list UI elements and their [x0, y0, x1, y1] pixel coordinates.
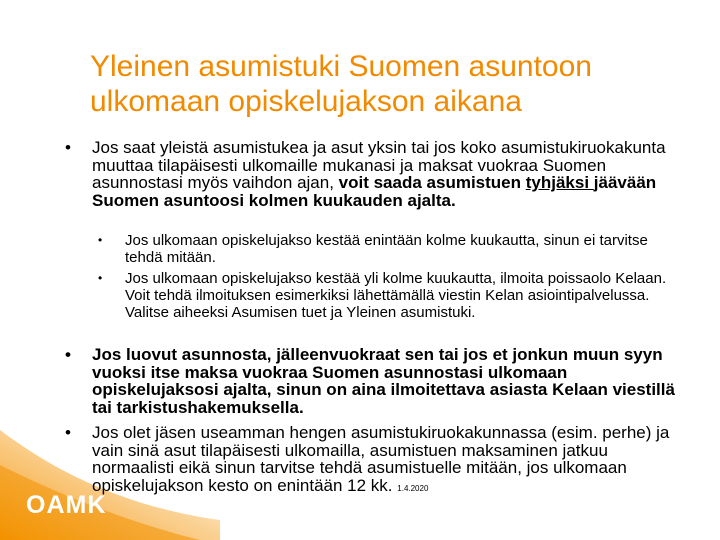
sub-bullet-1 [98, 232, 670, 266]
bullet-1-bold-a: voit saada asumistuen [338, 173, 526, 192]
sub-bullet-2 [98, 270, 670, 321]
title-line-2: ulkomaan opiskelujakson aikana [90, 85, 522, 118]
bullet-1-underlined: tyhjäksi [525, 173, 594, 192]
slide-title [90, 49, 690, 119]
bullet-3-text: Jos olet jäsen useamman hengen asumistukiruokakunnassa (esim. perhe) ja vain sinä asut tilapäisesti ulkomailla, asumistuen maksaminen jatkuu normaalisti eikä sinun tarvitse tehdä asumistuelle mitään, jos ulkomaan opiskelujakson kesto on enintään 12 kk. [92, 423, 670, 495]
sub-bullet-2-text: Jos ulkomaan opiskelujakso kestää yli kolme kuukautta, ilmoita poissaolo Kelaan. Voit tehdä ilmoituksen esimerkiksi lähettämällä viestin Kelan asiointipalvelussa. Valitse aiheeksi Asumisen tuet ja Yleinen asumistuki. [125, 270, 667, 321]
bullet-marker: • [65, 345, 71, 364]
bullet-marker: • [65, 138, 71, 157]
bullet-1-bold-b: jäävään Suomen asuntoosi kolmen kuukauden ajalta. [92, 173, 657, 210]
bullet-1-text: Jos saat yleistä asumistukea ja asut yksin tai jos koko asumistukiruokakunta muuttaa tilapäisesti ulkomaille mukanasi ja maksat vuokraa Suomen asunnostasi myös vaihdon ajan, [92, 138, 666, 192]
bullet-3 [65, 423, 682, 497]
bullet-2 [65, 345, 682, 417]
sub-bullet-1-text: Jos ulkomaan opiskelujakso kestää enintään kolme kuukautta, sinun ei tarvitse tehdä mitään. [125, 232, 648, 266]
bullet-1 [65, 138, 682, 210]
title-line-1: Yleinen asumistuki Suomen asuntoon [90, 50, 592, 83]
bullet-2-text: Jos luovut asunnosta, jälleenvuokraat sen tai jos et jonkun muun syyn vuoksi itse maksa vuokraa Suomen asunnostasi ulkomaan opiskelujaksosi ajalta, sinun on aina ilmoitettava asiasta Kelaan viestillä tai tarkistushakemuksella. [92, 345, 675, 417]
oamk-logo: OAMK [26, 491, 107, 519]
sub-bullet-marker: • [98, 233, 103, 247]
bullet-marker: • [65, 423, 71, 442]
slide-date: 1.4.2020 [397, 483, 429, 493]
sub-bullet-marker: • [98, 271, 103, 285]
